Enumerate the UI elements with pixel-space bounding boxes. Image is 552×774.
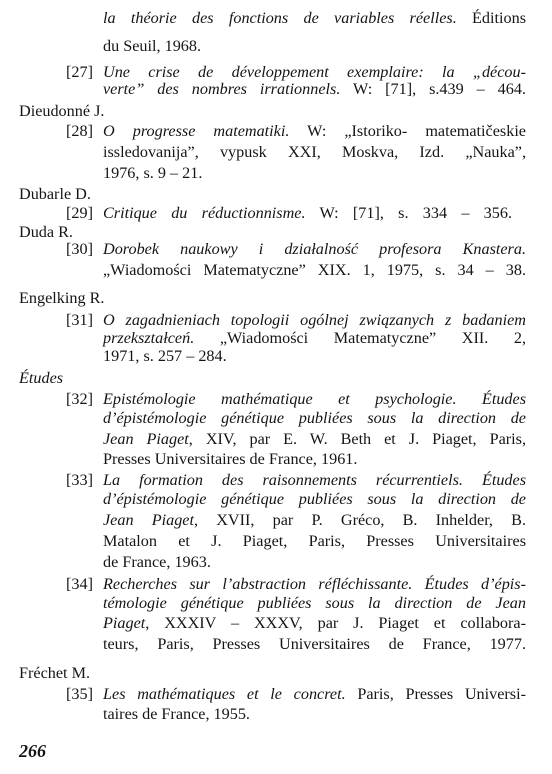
author-engelking: Engelking R. <box>19 289 105 307</box>
page-number: 266 <box>19 741 46 761</box>
entry-31-line-2: przekształceń. „Wiadomości Matematyczne” XII. 2, <box>103 329 526 347</box>
entry-32-line-1: Epistémologie mathématique et psychologie. Études <box>103 390 526 408</box>
entry-33-line-3: Jean Piaget, XVII, par P. Gréco, B. Inhelder, B. <box>103 511 527 529</box>
entry-32-line-3: Jean Piaget, XIV, par E. W. Beth et J. Piaget, Paris, <box>103 430 527 448</box>
entry-34-line-1: Recherches sur l’abstraction réfléchissante. Études d’épis- <box>103 575 526 593</box>
entry-number-34: [34] <box>66 575 93 593</box>
entry-27-line-2: verte” des nombres irrationnels. W: [71], s.439 – 464. <box>103 80 526 98</box>
entry-33-line-4: Matalon et J. Piaget, Paris, Presses Universitaires <box>103 532 526 550</box>
entry-number-27: [27] <box>66 63 93 81</box>
entry-34-line-4: teurs, Paris, Presses Universitaires de France, 1977. <box>103 635 526 653</box>
entry-34-line-3: Piaget, XXXIV – XXXV, par J. Piaget et collabora- <box>103 614 526 632</box>
entry-35-line-2: taires de France, 1955. <box>103 705 250 723</box>
entry-27-line-1: Une crise de développement exemplaire: la „décou- <box>103 63 526 81</box>
entry-30-line-2: „Wiadomości Matematyczne” XIX. 1, 1975, s. 34 – 38. <box>103 261 526 279</box>
entry-continuation-line-2: du Seuil, 1968. <box>103 37 202 55</box>
entry-number-29: [29] <box>66 204 93 222</box>
entry-33-line-1: La formation des raisonnements récurrentiels. Études <box>103 471 526 489</box>
entry-number-35: [35] <box>66 685 93 703</box>
entry-31-line-3: 1971, s. 257 – 284. <box>103 347 227 365</box>
entry-34-line-2: témologie génétique publiées sous la direction de Jean <box>103 594 526 612</box>
entry-number-31: [31] <box>66 311 93 329</box>
entry-29-line-1: Critique du réductionnisme. W: [71], s. 334 – 356. <box>103 204 512 222</box>
entry-30-line-1: Dorobek naukowy i działalność profesora Knastera. <box>103 240 526 258</box>
entry-28-line-2: issledovanija”, vypusk XXI, Moskva, Izd. „Nauka”, <box>103 143 526 161</box>
author-etudes: Études <box>19 369 64 387</box>
author-frechet: Fréchet M. <box>19 664 91 682</box>
entry-number-32: [32] <box>66 390 93 408</box>
entry-35-line-1: Les mathématiques et le concret. Paris, Presses Universi- <box>103 685 526 703</box>
entry-28-line-1: O progresse matematiki. W: „Istoriko- matematičeskie <box>103 122 526 140</box>
author-dubarle: Dubarle D. <box>19 185 91 203</box>
entry-number-30: [30] <box>66 240 93 258</box>
author-dieudonne: Dieudonné J. <box>19 102 105 120</box>
entry-32-line-4: Presses Universitaires de France, 1961. <box>103 450 358 468</box>
entry-33-line-5: de France, 1963. <box>103 553 211 571</box>
entry-28-line-3: 1976, s. 9 – 21. <box>103 164 203 182</box>
entry-33-line-2: d’épistémologie génétique publiées sous la direction de <box>103 490 526 508</box>
author-duda: Duda R. <box>19 223 73 241</box>
entry-number-33: [33] <box>66 471 93 489</box>
entry-number-28: [28] <box>66 122 93 140</box>
entry-32-line-2: d’épistémologie génétique publiées sous la direction de <box>103 409 526 427</box>
entry-31-line-1: O zagadnieniach topologii ogólnej związanych z badaniem <box>103 311 526 329</box>
entry-continuation-line-1: la théorie des fonctions de variables réelles. Éditions <box>103 9 527 27</box>
